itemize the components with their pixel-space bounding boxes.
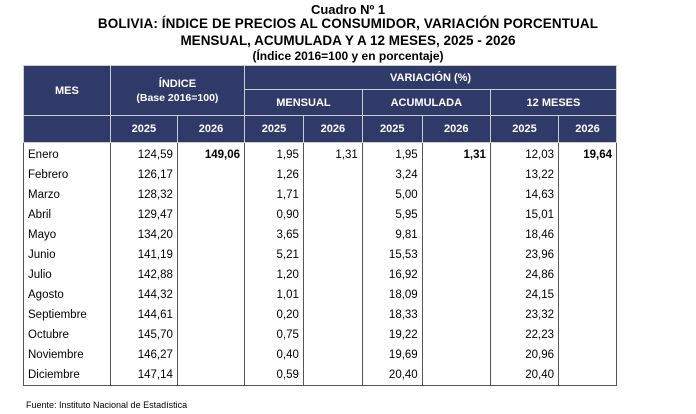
header-year: 2026 [422, 116, 490, 143]
value-cell-acu26 [422, 365, 490, 386]
month-cell: Septiembre [24, 305, 111, 325]
value-cell-m12_25: 13,22 [490, 165, 558, 185]
header-variacion: VARIACIÓN (%) [245, 66, 617, 90]
header-acumulada: ACUMULADA [362, 90, 490, 116]
value-cell-men26 [303, 165, 362, 185]
table-row [24, 285, 617, 305]
table-title-line-2: MENSUAL, ACUMULADA Y A 12 MESES, 2025 - 2026 [180, 33, 516, 48]
value-cell-m12_25: 23,96 [490, 245, 558, 265]
value-cell-acu25: 19,22 [362, 325, 422, 345]
value-cell-idx26 [177, 305, 244, 325]
value-cell-men25: 1,20 [245, 265, 304, 285]
value-cell-men26 [303, 185, 362, 205]
value-cell-idx26 [177, 185, 244, 205]
value-cell-m12_26 [559, 305, 617, 325]
value-cell-acu25: 18,33 [362, 305, 422, 325]
value-cell-acu25: 18,09 [362, 285, 422, 305]
value-cell-idx26 [177, 365, 244, 386]
value-cell-men26 [303, 345, 362, 365]
value-cell-acu25: 5,95 [362, 205, 422, 225]
value-cell-m12_25: 14,63 [490, 185, 558, 205]
value-cell-idx25: 141,19 [110, 245, 177, 265]
value-cell-men25: 0,40 [245, 345, 304, 365]
value-cell-men26 [303, 365, 362, 386]
table-row [24, 185, 617, 205]
value-cell-men25: 0,90 [245, 205, 304, 225]
value-cell-men25: 1,95 [245, 143, 304, 166]
table-row [24, 345, 617, 365]
value-cell-m12_26 [559, 185, 617, 205]
month-cell: Febrero [24, 165, 111, 185]
value-cell-m12_26 [559, 365, 617, 386]
header-mensual: MENSUAL [245, 90, 363, 116]
value-cell-acu25: 1,95 [362, 143, 422, 166]
value-cell-m12_26 [559, 165, 617, 185]
value-cell-idx26 [177, 265, 244, 285]
value-cell-idx26 [177, 285, 244, 305]
header-year: 2025 [362, 116, 422, 143]
value-cell-men25: 0,59 [245, 365, 304, 386]
value-cell-acu26: 1,31 [422, 143, 490, 166]
value-cell-acu25: 3,24 [362, 165, 422, 185]
value-cell-m12_25: 20,40 [490, 365, 558, 386]
value-cell-acu26 [422, 305, 490, 325]
month-cell: Abril [24, 205, 111, 225]
value-cell-idx26 [177, 345, 244, 365]
value-cell-acu26 [422, 205, 490, 225]
header-indice [110, 66, 244, 116]
table-row [24, 245, 617, 265]
value-cell-idx26: 149,06 [177, 143, 244, 166]
header-12-meses: 12 MESES [490, 90, 616, 116]
table-subtitle: (Índice 2016=100 y en porcentaje) [252, 49, 444, 63]
value-cell-acu25: 15,53 [362, 245, 422, 265]
value-cell-acu26 [422, 185, 490, 205]
table-row [24, 365, 617, 386]
table-row [24, 265, 617, 285]
value-cell-men25: 0,75 [245, 325, 304, 345]
value-cell-m12_25: 24,86 [490, 265, 558, 285]
value-cell-acu26 [422, 345, 490, 365]
table-row [24, 325, 617, 345]
value-cell-men25: 1,01 [245, 285, 304, 305]
value-cell-men26 [303, 305, 362, 325]
value-cell-idx25: 144,32 [110, 285, 177, 305]
value-cell-acu26 [422, 325, 490, 345]
value-cell-idx25: 134,20 [110, 225, 177, 245]
value-cell-idx25: 129,47 [110, 205, 177, 225]
value-cell-m12_26 [559, 285, 617, 305]
table-number: Cuadro Nº 1 [310, 2, 386, 17]
header-year: 2025 [245, 116, 304, 143]
header-year: 2026 [559, 116, 617, 143]
value-cell-acu26 [422, 285, 490, 305]
value-cell-idx26 [177, 225, 244, 245]
month-cell: Julio [24, 265, 111, 285]
value-cell-idx26 [177, 205, 244, 225]
value-cell-m12_25: 12,03 [490, 143, 558, 166]
month-cell: Diciembre [24, 365, 111, 386]
header-indice-label: ÍNDICE [158, 77, 197, 90]
header-mes-blank [24, 116, 111, 143]
value-cell-acu25: 16,92 [362, 265, 422, 285]
table-row [24, 165, 617, 185]
value-cell-men25: 3,65 [245, 225, 304, 245]
table-row [24, 205, 617, 225]
month-cell: Octubre [24, 325, 111, 345]
value-cell-m12_25: 24,15 [490, 285, 558, 305]
header-mes: MES [24, 66, 111, 116]
value-cell-idx25: 147,14 [110, 365, 177, 386]
table-row [24, 225, 617, 245]
value-cell-men26 [303, 225, 362, 245]
month-cell: Mayo [24, 225, 111, 245]
value-cell-men25: 0,20 [245, 305, 304, 325]
value-cell-idx25: 128,32 [110, 185, 177, 205]
table-body [24, 143, 617, 386]
month-cell: Marzo [24, 185, 111, 205]
value-cell-idx25: 126,17 [110, 165, 177, 185]
header-year: 2025 [110, 116, 177, 143]
value-cell-m12_26 [559, 245, 617, 265]
value-cell-acu26 [422, 165, 490, 185]
value-cell-acu25: 19,69 [362, 345, 422, 365]
value-cell-idx26 [177, 165, 244, 185]
value-cell-m12_26 [559, 225, 617, 245]
value-cell-men26 [303, 205, 362, 225]
value-cell-men25: 5,21 [245, 245, 304, 265]
header-indice-base: (Base 2016=100) [136, 91, 219, 104]
value-cell-men26: 1,31 [303, 143, 362, 166]
header-year: 2025 [490, 116, 558, 143]
value-cell-m12_26 [559, 265, 617, 285]
value-cell-m12_25: 15,01 [490, 205, 558, 225]
value-cell-m12_26 [559, 345, 617, 365]
table-row [24, 143, 617, 166]
value-cell-idx26 [177, 245, 244, 265]
value-cell-idx25: 144,61 [110, 305, 177, 325]
header-year: 2026 [303, 116, 362, 143]
value-cell-men26 [303, 285, 362, 305]
value-cell-m12_25: 20,96 [490, 345, 558, 365]
value-cell-idx25: 142,88 [110, 265, 177, 285]
value-cell-m12_25: 23,32 [490, 305, 558, 325]
value-cell-m12_26 [559, 325, 617, 345]
month-cell: Enero [24, 143, 111, 166]
value-cell-acu26 [422, 265, 490, 285]
value-cell-m12_26 [559, 205, 617, 225]
value-cell-acu25: 20,40 [362, 365, 422, 386]
cpi-table [23, 65, 617, 386]
value-cell-men26 [303, 245, 362, 265]
value-cell-acu25: 5,00 [362, 185, 422, 205]
value-cell-m12_25: 22,23 [490, 325, 558, 345]
value-cell-idx25: 146,27 [110, 345, 177, 365]
value-cell-m12_26: 19,64 [559, 143, 617, 166]
source-note: Fuente: Instituto Nacional de Estadística [26, 400, 188, 410]
value-cell-acu26 [422, 225, 490, 245]
month-cell: Noviembre [24, 345, 111, 365]
value-cell-acu25: 9,81 [362, 225, 422, 245]
header-year: 2026 [177, 116, 244, 143]
month-cell: Agosto [24, 285, 111, 305]
value-cell-idx25: 124,59 [110, 143, 177, 166]
table-title-line-1: BOLIVIA: ÍNDICE DE PRECIOS AL CONSUMIDOR, VARIACIÓN PORCENTUAL [97, 16, 599, 31]
value-cell-idx25: 145,70 [110, 325, 177, 345]
month-cell: Junio [24, 245, 111, 265]
value-cell-idx26 [177, 325, 244, 345]
value-cell-men26 [303, 325, 362, 345]
table-row [24, 305, 617, 325]
value-cell-acu26 [422, 245, 490, 265]
value-cell-m12_25: 18,46 [490, 225, 558, 245]
value-cell-men25: 1,71 [245, 185, 304, 205]
value-cell-men26 [303, 265, 362, 285]
value-cell-men25: 1,26 [245, 165, 304, 185]
